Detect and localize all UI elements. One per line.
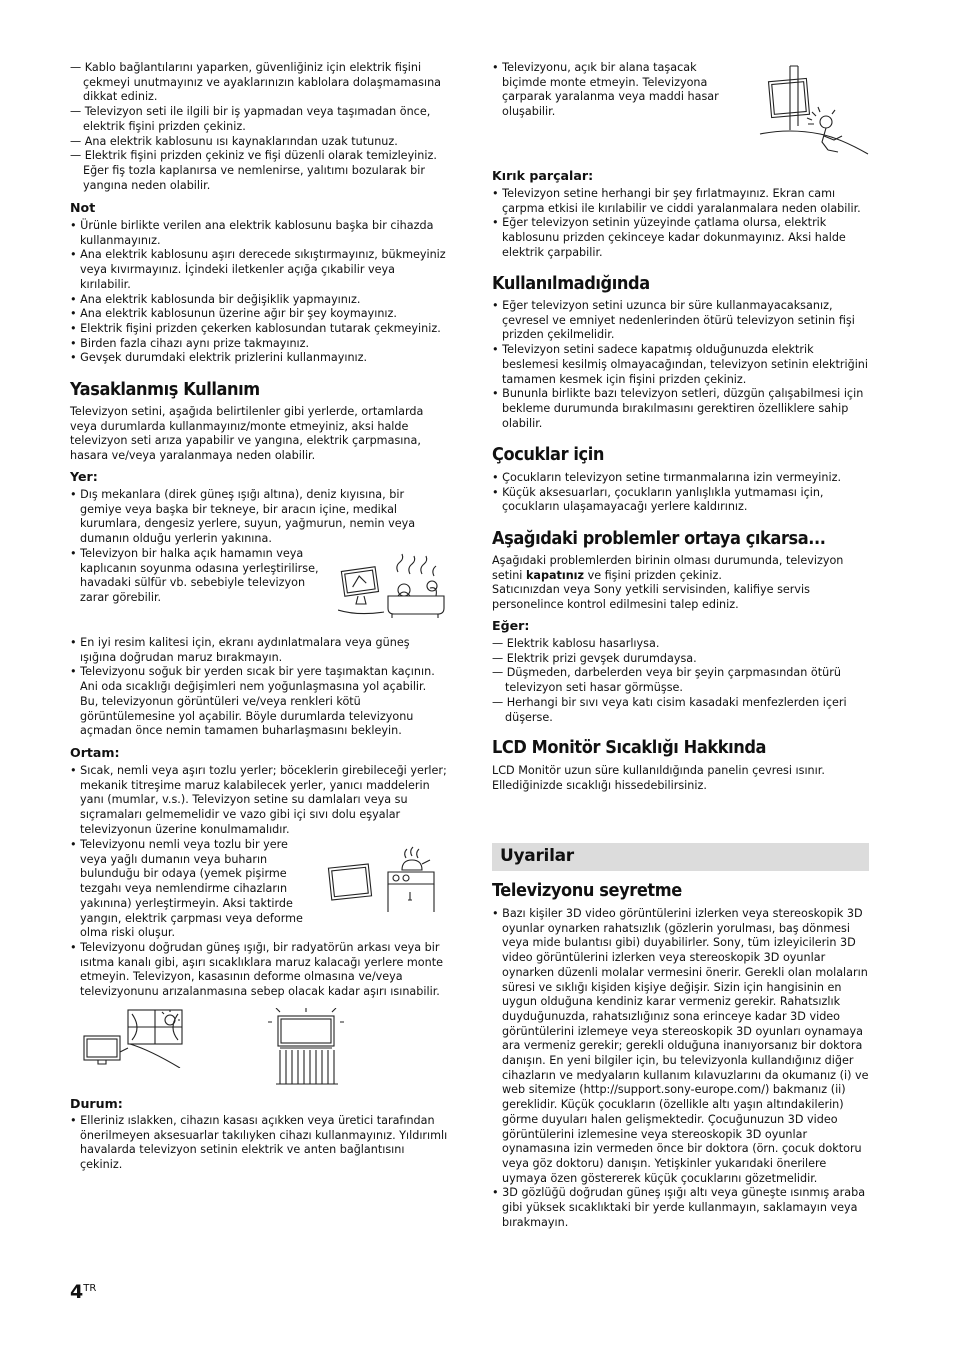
- list-item: — Elektrik fişini prizden çekiniz ve fişi düzenli olarak temizleyiniz. Eğer fiş tozla kaplanırsa ve nemlenirse, yalıtımı bozularak bir yangına neden olabilir.: [70, 149, 448, 193]
- problem-heading: Aşağıdaki problemler ortaya çıkarsa...: [492, 528, 826, 549]
- list-item: • Televizyonu, açık bir alana taşacak biçimde monte etmeyin. Televizyona çarparak yaralanma veya maddi hasar oluşabilir.: [492, 61, 724, 120]
- tv-sunlight-window-illustration: [80, 1008, 184, 1068]
- tv-radiator-illustration: [266, 1008, 346, 1088]
- ortam-list-b: [70, 838, 310, 941]
- seyret-heading: Televizyonu seyretme: [492, 880, 682, 901]
- list-item: • Dış mekanlara (direk güneş ışığı altına), deniz kıyısına, bir gemiye veya başka bir tekneye, bir aracın içine, medikal kurumlara, dengesiz yerlere, suyun, yağmurun, nemin veya dumanın olduğu yerlerin yakınına.: [70, 488, 448, 547]
- list-item: • Elleriniz ıslakken, cihazın kasası açıkken veya üretici tarafından önerilmeyen aksesuarlar takılıyken cihazı kullanmayınız. Yıldırımlı havalarda televizyon setinin elektrik ve anten bağlantısını çekiniz.: [70, 1114, 448, 1173]
- list-item: — Elektrik prizi gevşek durumdaysa.: [492, 652, 870, 667]
- uyarilar-title: Uyarilar: [500, 846, 574, 866]
- list-item: • Televizyon setine herhangi bir şey fırlatmayınız. Ekran camı çarpma etkisi ile kırılabilir ve ciddi yaralanmalara neden olabilir.: [492, 187, 870, 216]
- yer-list-a: [70, 488, 448, 547]
- list-item: • Eğer televizyon setinin yüzeyinde çatlama olursa, elektrik kablosunu prizden çekinceye kadar dokunmayınız. Aksi halde elektrik çarpabilir.: [492, 216, 870, 260]
- ortam-heading: Ortam:: [70, 745, 120, 760]
- not-heading: Not: [70, 200, 96, 215]
- problem-text: Aşağıdaki problemlerden birinin olması durumunda, televizyon setini: [492, 554, 844, 582]
- top-list: [492, 61, 724, 120]
- list-item: — Elektrik kablosu hasarlıysa.: [492, 637, 870, 652]
- eger-list: [492, 637, 870, 725]
- eger-heading: Eğer:: [492, 618, 530, 633]
- list-item: — Kablo bağlantılarını yaparken, güvenliğiniz için elektrik fişini çekmeyi unutmayınız ve ayaklarınızın kablolara dolaşmamasına dikkat ediniz.: [70, 61, 448, 105]
- list-item: • Bazı kişiler 3D video görüntülerini izlerken veya stereoskopik 3D oyunlar oynarken rahatsızlık (gözlerin yorulması, baş dönmesi veya mide bulantısı gibi) duyabilirler. Sony, tüm izleyicilerin 3D video görüntülerini izlerken veya stereoskopik 3D oyunlar oynarken düzenli molalar vermesini önerir. Gerekli olan molaların süresi ve sıklığı kişiden kişiye değişir. Sizin için hangisinin en uygun olduğuna kendiniz karar vermeniz gerekir. Rahatsızlık duyduğunuzda, rahatsızlığınız sona erinceye kadar 3D video görüntülerini izlemeye veya stereoskopik 3D oyunları oynamaya ara vermeniz gerekir; gerekli olduğuna inanıyorsanız bir doktora danışın. En yeni bilgiler için, bu televizyonla kullandığınız diğer cihazların ve medyaların kullanım kılavuzlarını da okumanız (i) ve web sitemize (http://support.sony-europe.com/) bakmanız (ii) gereklidir. Küçük çocukların (özellikle altı yaşın altındakilerin) görme duyuları halen gelişmektedir. Çocuğunuzun 3D video görüntülerini izlemesine veya stereoskopik 3D oyunlar oynamasına izin vermeden önce bir doktora (örn. çocuk doktoru veya göz doktoru) danışın. Yetişkinler yukarıdaki önerilere uymaya özen göstererek küçük çocuklarını gözetmelidir.: [492, 907, 870, 1186]
- durum-list: [70, 1114, 448, 1173]
- list-item: • Küçük aksesuarları, çocukların yanlışlıkla yutmaması için, çocukların ulaşamayacağı yerlere kaldırınız.: [492, 486, 870, 515]
- ortam-list-a: [70, 764, 448, 838]
- kirik-heading: Kırık parçalar:: [492, 168, 594, 183]
- yasak-paragraph: Televizyon setini, aşağıda belirtilenler gibi yerlerde, ortamlarda veya durumlarda kullanmayınız/monte etmeyiniz, aksi halde televizyon seti arıza yapabilir ve yangına, elektrik çarpmasına, hasara ve/veya yaralanmaya neden olabilir.: [70, 405, 424, 463]
- list-item: • Elektrik fişini prizden çekerken kablosundan tutarak çekmeyiniz.: [70, 322, 448, 337]
- list-item: • Televizyonu doğrudan güneş ışığı, bir radyatörün arkası veya bir ısıtma kanalı gibi, aşırı sıcaklıklara maruz kalacağı yerlere monte etmeyin. Televizyon, kasasının deforme olmasına ve/veya televizyonunu arızalanmasına sebep olacak kadar aşırı ısınabilir.: [70, 941, 448, 1000]
- yer-list-c: [70, 636, 448, 739]
- list-item: • Ana elektrik kablosunun üzerine ağır bir şey koymayınız.: [70, 307, 448, 322]
- lcd-heading: LCD Monitör Sıcaklığı Hakkında: [492, 737, 767, 758]
- page-language: TR: [83, 1283, 97, 1294]
- cocuk-heading: Çocuklar için: [492, 444, 605, 465]
- kullan-heading: Kullanılmadığında: [492, 273, 650, 294]
- uyarilar-banner: [492, 843, 869, 871]
- list-item: • Gevşek durumdaki elektrik prizlerini kullanmayınız.: [70, 351, 448, 366]
- list-item: • Televizyon setini sadece kapatmış olduğunuzda elektrik beslemesi kesilmiş olmayacağından, televizyon setinin elektriğini tamamen kesmek için fişini prizden çekiniz.: [492, 343, 870, 387]
- list-item: • Çocukların televizyon setine tırmanmalarına izin vermeyiniz.: [492, 471, 870, 486]
- list-item: • Ana elektrik kablosunda bir değişiklik yapmayınız.: [70, 293, 448, 308]
- list-item: — Düşmeden, darbelerden veya bir şeyin çarpmasından ötürü televizyon seti hasar görmüşse.: [492, 666, 870, 695]
- list-item: — Ana elektrik kablosunu ısı kaynaklarından uzak tutunuz.: [70, 135, 448, 150]
- durum-heading: Durum:: [70, 1096, 123, 1111]
- list-item: — Herhangi bir sıvı veya katı cisim kasadaki menfezlerden içeri düşerse.: [492, 696, 870, 725]
- tv-wall-mount-collision-illustration: [758, 64, 870, 158]
- problem-text: ve fişini prizden çekiniz.: [587, 568, 722, 582]
- tv-steam-kitchen-illustration: [326, 842, 436, 914]
- page-number-value: 4: [70, 1281, 84, 1303]
- kullan-list: [492, 299, 870, 431]
- kirik-list: [492, 187, 870, 261]
- list-item: • Birden fazla cihazı aynı prize takmayınız.: [70, 337, 448, 352]
- cocuk-list: [492, 471, 870, 515]
- problem-bold: kapatınız: [525, 568, 585, 582]
- list-item: • Bununla birlikte bazı televizyon setleri, düzgün çalışabilmesi için bekleme durumunda bırakılmasını gerektiren özelliklere sahip olabilir.: [492, 387, 870, 431]
- list-item: • Televizyon bir halka açık hamamın veya kaplıcanın soyunma odasına yerleştirilirse, havadaki sülfür vb. sebebiyle televizyon zarar görebilir.: [70, 547, 328, 606]
- list-item: • Ana elektrik kablosunu aşırı derecede sıkıştırmayınız, bükmeyiniz veya kıvırmayınız. İçindeki iletkenler açığa çıkabilir veya kırılabilir.: [70, 248, 448, 292]
- list-item: • 3D gözlüğü doğrudan güneş ışığı altı veya güneşte ısınmış araba gibi yüksek sıcaklıktaki bir yerde kullanmayın, saklamayın veya bırakmayın.: [492, 1186, 870, 1230]
- not-list: [70, 219, 448, 366]
- list-item: • Sıcak, nemli veya aşırı tozlu yerler; böceklerin girebileceği yerler; mekanik titreşime maruz kalabilecek yerler, yanıcı maddelerin yanı (mumlar, v.s.). Televizyon setine su damlaları veya su sıçramaları gelmemelidir ve vazo gibi içi sıvı dolu eşyalar televizyonun üzerine konulmamalıdır.: [70, 764, 448, 838]
- tv-bathhouse-illustration: [338, 552, 450, 618]
- ortam-list-c: [70, 941, 448, 1000]
- seyret-list: [492, 907, 870, 1230]
- lcd-paragraph: LCD Monitör uzun süre kullanıldığında panelin çevresi ısınır. Ellediğinizde sıcaklığı hissedebilirsiniz.: [492, 764, 825, 792]
- intro-list: [70, 61, 448, 193]
- list-item: — Televizyon seti ile ilgili bir iş yapmadan veya taşımadan önce, elektrik fişini prizden çekiniz.: [70, 105, 448, 134]
- list-item: • Televizyonu nemli veya tozlu bir yere veya yağlı dumanın veya buharın bulunduğu bir odaya (yemek pişirme tezgahı veya nemlendirme cihazların yakınına) yerleştirmeyin. Aksi taktirde yangın, elektrik çarpması veya deforme olma riski oluşur.: [70, 838, 310, 941]
- list-item: • Eğer televizyon setini uzunca bir süre kullanmayacaksanız, çevresel ve emniyet nedenlerinden ötürü televizyon setinin fişi prizden çekilmelidir.: [492, 299, 870, 343]
- page-number: [70, 1281, 96, 1303]
- list-item: • En iyi resim kalitesi için, ekranı aydınlatmalara veya güneş ışığına doğrudan maruz bırakmayın.: [70, 636, 448, 665]
- problem-paragraph-2: Satıcınızdan veya Sony yetkili servisinden, kalifiye servis personelince kontrol edilmesini talep ediniz.: [492, 583, 810, 611]
- yasak-heading: Yasaklanmış Kullanım: [70, 379, 260, 400]
- list-item: • Ürünle birlikte verilen ana elektrik kablosunu başka bir cihazda kullanmayınız.: [70, 219, 448, 248]
- yer-list-b: [70, 547, 328, 606]
- list-item: • Televizyonu soğuk bir yerden sıcak bir yere taşımaktan kaçının. Ani oda sıcaklığı değişimleri nem yoğunlaşmasına yol açabilir. Bu, televizyonun görüntüleri ve/veya renkleri kötü görüntülemesine yol açabilir. Böyle durumlarda televizyonu açmadan önce nemin tamamen buharlaşmasını bekleyin.: [70, 665, 448, 739]
- problem-paragraph: [492, 554, 864, 583]
- yer-heading: Yer:: [70, 469, 98, 484]
